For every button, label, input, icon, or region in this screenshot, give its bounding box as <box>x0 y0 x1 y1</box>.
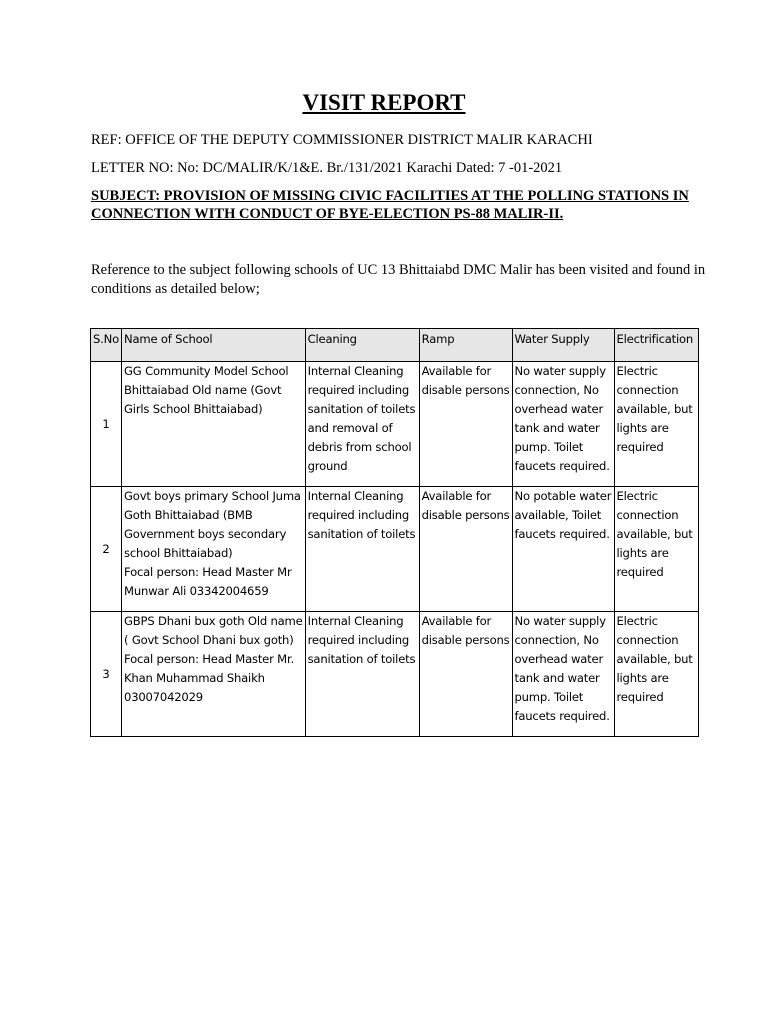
cell-ramp <box>419 487 512 612</box>
cell-text-line: required <box>616 440 664 454</box>
cell-name-of-school <box>122 487 306 612</box>
schools-table <box>90 328 699 737</box>
cell-text-line: debris from school <box>307 440 412 454</box>
cell-text-line: required including <box>307 383 410 397</box>
intro-paragraph <box>91 261 706 299</box>
cell-text-line: sanitation of toilets <box>307 527 416 541</box>
cell-text-line: school Bhittaiabad) <box>124 546 233 560</box>
cell-text-line: sanitation of toilets <box>307 402 416 416</box>
cell-electrification <box>614 612 698 737</box>
header-electrification: Electrification <box>614 329 698 362</box>
cell-text-line: Munwar Ali 03342004659 <box>124 584 269 598</box>
subject-line: CONNECTION WITH CONDUCT OF BYE-ELECTION PS-88 MALIR-II. <box>91 206 564 222</box>
cell-text-line: Khan Muhammad Shaikh <box>124 671 265 685</box>
cell-text-line: pump. Toilet <box>514 690 584 704</box>
cell-sno: 1 <box>91 362 122 487</box>
cell-water-supply <box>512 362 614 487</box>
cell-text-line: Internal Cleaning <box>307 489 404 503</box>
cell-text-line: available, Toilet <box>514 508 602 522</box>
cell-text-line: faucets required. <box>514 709 610 723</box>
cell-text-line: No potable water <box>514 489 612 503</box>
cell-text-line: Goth Bhittaiabad (BMB <box>124 508 253 522</box>
cell-text-line: Bhittaiabad Old name (Govt <box>124 383 282 397</box>
cell-text-line: overhead water <box>514 402 604 416</box>
paragraph-line: Reference to the subject following schools of UC 13 Bhittaiabd DMC Malir has been visited and found in <box>91 262 706 278</box>
cell-text-line: available, but <box>616 402 693 416</box>
table-row <box>91 612 699 737</box>
reference-line: REF: OFFICE OF THE DEPUTY COMMISSIONER DISTRICT MALIR KARACHI <box>91 132 593 148</box>
cell-text-line: disable persons <box>421 633 510 647</box>
cell-text-line: disable persons <box>421 508 510 522</box>
cell-text-line: required including <box>307 508 410 522</box>
letter-number-line: LETTER NO: No: DC/MALIR/K/1&E. Br./131/2021 Karachi Dated: 7 -01-2021 <box>91 160 563 176</box>
paragraph-line: conditions as detailed below; <box>91 281 260 297</box>
cell-sno: 3 <box>91 612 122 737</box>
cell-text-line: Electric <box>616 614 658 628</box>
cell-text-line: available, but <box>616 527 693 541</box>
cell-text-line: required <box>616 565 664 579</box>
cell-text-line: sanitation of toilets <box>307 652 416 666</box>
cell-text-line: disable persons <box>421 383 510 397</box>
cell-sno: 2 <box>91 487 122 612</box>
cell-text-line: Govt boys primary School Juma <box>124 489 301 503</box>
cell-cleaning <box>305 612 419 737</box>
cell-text-line: Internal Cleaning <box>307 614 404 628</box>
cell-text-line: tank and water <box>514 421 600 435</box>
cell-text-line: ground <box>307 459 348 473</box>
cell-text-line: connection <box>616 383 679 397</box>
cell-text-line: No water supply <box>514 364 606 378</box>
cell-cleaning <box>305 362 419 487</box>
subject-heading <box>91 187 689 223</box>
cell-ramp <box>419 612 512 737</box>
header-water-supply: Water Supply <box>512 329 614 362</box>
cell-name-of-school <box>122 612 306 737</box>
cell-text-line: ( Govt School Dhani bux goth) <box>124 633 294 647</box>
table-row <box>91 362 699 487</box>
cell-text-line: lights are <box>616 671 669 685</box>
cell-ramp <box>419 362 512 487</box>
cell-text-line: faucets required. <box>514 459 610 473</box>
cell-text-line: connection, No <box>514 633 599 647</box>
cell-text-line: No water supply <box>514 614 606 628</box>
cell-text-line: Available for <box>421 364 492 378</box>
cell-text-line: faucets required. <box>514 527 610 541</box>
report-title: VISIT REPORT <box>302 90 466 115</box>
cell-text-line: required <box>616 690 664 704</box>
cell-text-line: and removal of <box>307 421 393 435</box>
cell-text-line: available, but <box>616 652 693 666</box>
cell-text-line: connection <box>616 633 679 647</box>
cell-text-line: Electric <box>616 364 658 378</box>
table-header-row <box>91 329 699 362</box>
cell-text-line: connection <box>616 508 679 522</box>
cell-text-line: overhead water <box>514 652 604 666</box>
cell-text-line: Available for <box>421 614 492 628</box>
cell-electrification <box>614 362 698 487</box>
cell-text-line: Girls School Bhittaiabad) <box>124 402 263 416</box>
cell-electrification <box>614 487 698 612</box>
cell-text-line: 03007042029 <box>124 690 203 704</box>
subject-line: SUBJECT: PROVISION OF MISSING CIVIC FACILITIES AT THE POLLING STATIONS IN <box>91 188 689 204</box>
cell-name-of-school <box>122 362 306 487</box>
cell-text-line: Available for <box>421 489 492 503</box>
cell-cleaning <box>305 487 419 612</box>
cell-text-line: Internal Cleaning <box>307 364 404 378</box>
cell-text-line: GG Community Model School <box>124 364 289 378</box>
cell-water-supply <box>512 487 614 612</box>
cell-text-line: lights are <box>616 546 669 560</box>
table-row <box>91 487 699 612</box>
header-ramp: Ramp <box>419 329 512 362</box>
cell-text-line: lights are <box>616 421 669 435</box>
cell-text-line: tank and water <box>514 671 600 685</box>
cell-text-line: Government boys secondary <box>124 527 287 541</box>
cell-text-line: required including <box>307 633 410 647</box>
cell-text-line: pump. Toilet <box>514 440 584 454</box>
cell-text-line: GBPS Dhani bux goth Old name <box>124 614 303 628</box>
cell-text-line: connection, No <box>514 383 599 397</box>
cell-text-line: Focal person: Head Master Mr. <box>124 652 294 666</box>
cell-water-supply <box>512 612 614 737</box>
cell-text-line: Electric <box>616 489 658 503</box>
header-name-of-school: Name of School <box>122 329 306 362</box>
header-sno: S.No <box>91 329 122 362</box>
header-cleaning: Cleaning <box>305 329 419 362</box>
cell-text-line: Focal person: Head Master Mr <box>124 565 292 579</box>
